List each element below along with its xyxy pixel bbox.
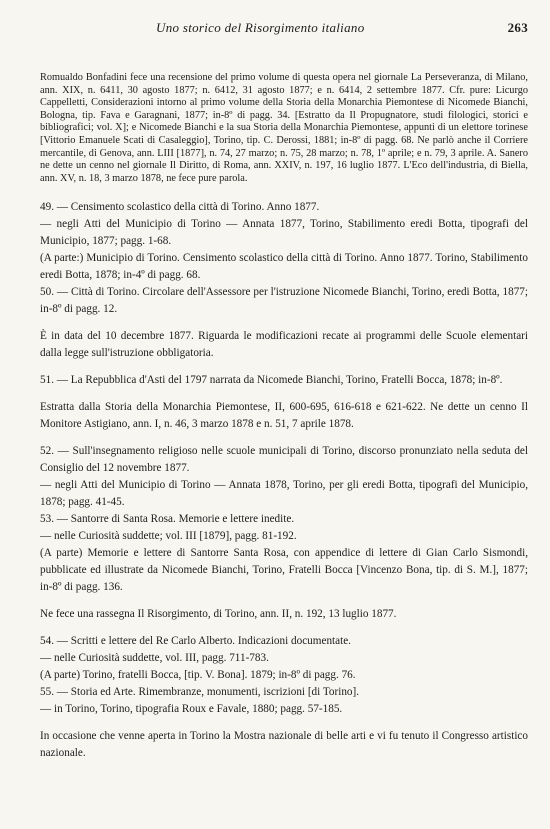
bibliography-entry: 53. — Santorre di Santa Rosa. Memorie e lettere inedite.	[40, 513, 295, 526]
bibliography-entry: 55. — Storia ed Arte. Rimembranze, monumenti, iscrizioni [di Torino].	[40, 686, 360, 699]
bibliography-entry: Estratta dalla Storia della Monarchia Piemontese, II, 600-695, 616-618 e 621-622. Ne dette un cenno Il Monitore Astigiano, ann. I, n. 46, 3 marzo 1878 e n. 51, 7 aprile 1878.	[40, 401, 528, 431]
bibliography-entry: 50. — Città di Torino. Circolare dell'Assessore per l'istruzione Nicomede Bianchi, Torino, eredi Botta, 1877; in-8º di pagg. 12.	[40, 286, 528, 316]
bibliography-entry: — in Torino, Torino, tipografia Roux e Favale, 1880; pagg. 57-185.	[40, 703, 343, 716]
bibliography-entry: Ne fece una rassegna Il Risorgimento, di Torino, ann. II, n. 192, 13 luglio 1877.	[40, 608, 397, 621]
bibliography-entry: In occasione che venne aperta in Torino la Mostra nazionale di belle arti e vi fu tenuto il Congresso artistico nazionale.	[40, 730, 528, 760]
bibliography-entry: — nelle Curiosità suddette, vol. III, pagg. 711-783.	[40, 652, 269, 665]
bibliography-entry: — negli Atti del Municipio di Torino — Annata 1878, Torino, per gli eredi Botta, tipografi del Municipio, 1878; pagg. 41-45.	[40, 479, 528, 509]
bibliography-entry: È in data del 10 decembre 1877. Riguarda le modificazioni recate ai programmi delle Scuole elementari dalla legge sull'istruzione obbligatoria.	[40, 330, 528, 360]
bibliography-entry: (A parte) Torino, fratelli Bocca, [tip. V. Bona]. 1879; in-8º di pagg. 76.	[40, 669, 356, 682]
bibliography-entry: — negli Atti del Municipio di Torino — Annata 1877, Torino, Stabilimento eredi Botta, tipografi del Municipio, 1877; pagg. 1-68.	[40, 218, 528, 248]
bibliography-entry: — nelle Curiosità suddette; vol. III [1879], pagg. 81-192.	[40, 530, 297, 543]
bibliography-entry: (A parte:) Municipio di Torino. Censimento scolastico della città di Torino. Anno 1877. Torino, Stabilimento eredi Botta, 1878; in-4º di pagg. 68.	[40, 252, 528, 282]
header-title: Uno storico del Risorgimento italiano	[156, 20, 365, 35]
bibliography-entry: 51. — La Repubblica d'Asti del 1797 narrata da Nicomede Bianchi, Torino, Fratelli Bocca, 1878; in-8º.	[40, 374, 503, 387]
page-number: 263	[507, 20, 528, 35]
bibliography-entry: 54. — Scritti e lettere del Re Carlo Alberto. Indicazioni documentate.	[40, 635, 351, 648]
review-paragraph: Romualdo Bonfadini fece una recensione del primo volume di questa opera nel giornale La Perseveranza, di Milano, ann. XIX, n. 6411, 30 agosto 1877; n. 6412, 31 agosto 1877; e n. 6414, 2 settembre 1877. Cfr. pure: Licurgo Cappelletti, Considerazioni intorno al primo volume della Storia della Monarchia Piemontese di Nicomede Bianchi, Bologna, tip. Fava e Garagnani, 1877; in-8º di pagg. 34. [Estratto da Il Propugnatore, studi filologici, storici e bibliografici; vol. X]; e Nicomede Bianchi e la sua Storia della Monarchia Piemontese, appunti di un elettore torinese [Vittorio Emanuele Scati di Casaleggio], Torino, tip. C. Derossi, 1881; in-8º di pagg. 68. Ne parlò anche il Corriere mercantile, di Genova, ann. LIII [1877], n. 74, 27 marzo; n. 75, 28 marzo; n. 78, 1º aprile; e n. 79, 3 aprile. A. Sanero ne dette un cenno nel giornale Il Diritto, di Roma, ann. XXIV, n. 197, 16 luglio 1877. L'Eco dell'industria, di Biella, ann. XV, n. 18, 3 marzo 1878, ne fece pure parola.	[40, 72, 528, 184]
body-text	[40, 72, 528, 762]
bibliography-entry: 52. — Sull'insegnamento religioso nelle scuole municipali di Torino, discorso pronunziato nella seduta del Consiglio del 12 novembre 1877.	[40, 445, 528, 475]
bibliography-entry: 49. — Censimento scolastico della città di Torino. Anno 1877.	[40, 201, 320, 214]
running-header	[40, 20, 528, 36]
bibliography-entry: (A parte) Memorie e lettere di Santorre Santa Rosa, con appendice di lettere di Gian Carlo Sismondi, pubblicate ed illustrate da Nicomede Bianchi, Torino, Fratelli Bocca [Vincenzo Bona, tip. di S. M.], 1877; in-8º di pagg. 136.	[40, 547, 528, 594]
